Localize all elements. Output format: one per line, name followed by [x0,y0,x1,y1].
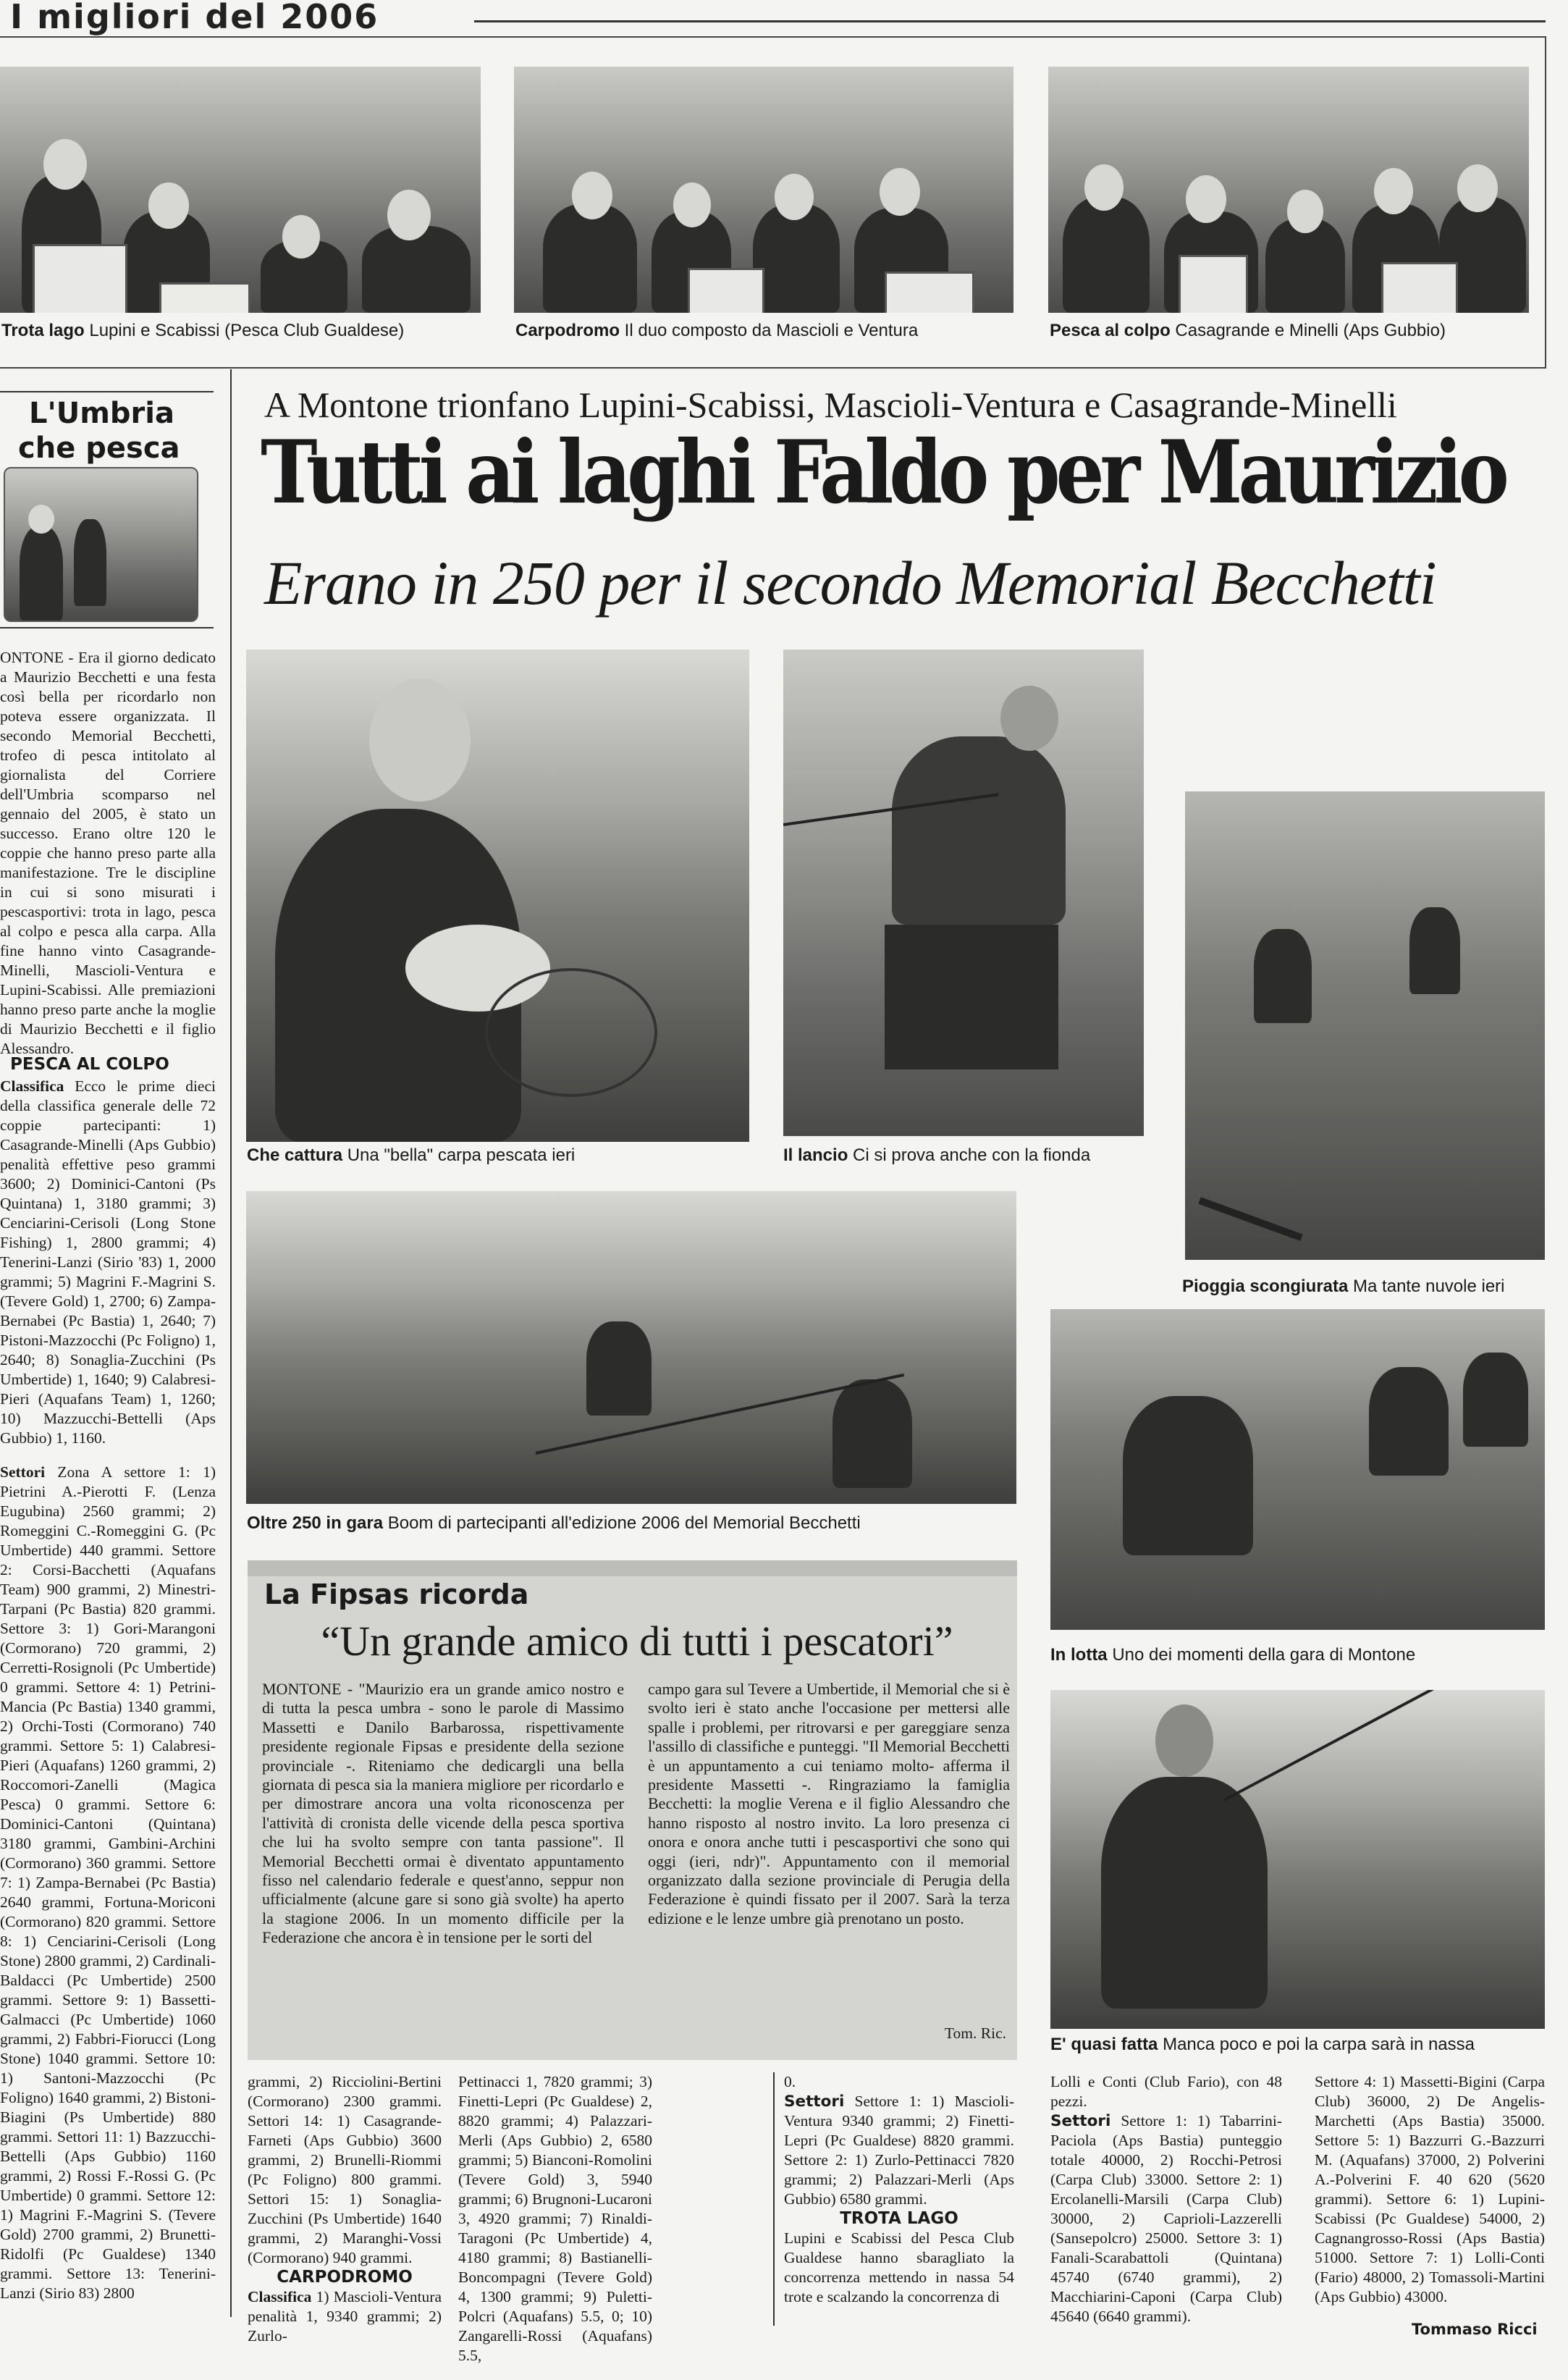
rubric-line-1: L'Umbria [29,397,174,430]
caption-oltre-250-in-gara: Oltre 250 in gara Boom di partecipanti all'edizione 2006 del Memorial Becchetti [247,1513,861,1533]
strip-photo-carpodromo [514,67,1013,313]
bottom-col-divider [773,2072,775,2326]
strip-caption-3: Pesca al colpo Casagrande e Minelli (Aps Gubbio) [1050,321,1446,340]
fipsas-top-rule [248,1560,1017,1576]
photo-e-quasi-fatta [1050,1690,1545,2029]
photo-in-lotta [1050,1309,1545,1630]
bottom-col-1: grammi, 2) Ricciolini-Bertini (Cormorano) 2300 grammi. Settori 14: 1) Casagrande-Farneti (Aps Gubbio) 3600 grammi, 2) Brunelli-Riommi (Pc Foligno) 800 grammi. Settori 15: 1) Sonaglia-Zucchini (Ps Umbertide) 1640 grammi, 2) Maranghi-Vossi (Cormorano) 940 grammi. CARPODROMO Classifica 1) Mascioli-Ventura penalità 1, 9340 grammi; 2) Zurlo- [248,2073,442,2345]
rubric-top-rule [0,391,214,392]
fipsas-column-2: campo gara sul Tevere a Umbertide, il Memorial che si è svolto ieri è stato anche l'occasione per mettersi alle spalle i problemi, per ritrovarsi e per gareggiare senza l'assillo di classifiche e punteggi. "Il Memorial Becchetti è un appuntamento a cui teniamo molto- afferma il presidente Massetti -. Ringraziamo la famiglia Becchetti: la moglie Verena e il figlio Alessandro che hanno risposto al nostro invito. La loro presenza ci onora e onora anche tutti i pescasportivi che sono qui oggi (ieri, ndr)". Appuntamento con il memorial organizzato dalla sezione provinciale di Perugia della Federazione è quindi fissato per il 2007. Sarà la terza edizione e le lenze umbre già prenotano un posto. [648,1680,1010,1927]
caption-il-lancio: Il lancio Ci si prova anche con la fionda [783,1145,1091,1165]
caption-e-quasi-fatta: E' quasi fatta Manca poco e poi la carpa sarà in nassa [1050,2035,1475,2054]
bottom-col-3: 0. Settori Settore 1: 1) Mascioli-Ventura 9340 grammi; 2) Finetti-Lepri (Pc Gualdese) 8820 grammi. Settore 2: 1) Zurlo-Pettinacci 7820 grammi; 2) Palazzari-Merli (Aps Gubbio) 6580 grammi. TROTA LAGO Lupini e Scabissi del Pesca Club Gualdese hanno sbaragliato la concorrenza mettendo in nassa 54 trote e scalzando la concorrenza di [784,2073,1014,2305]
bottom-col-2: Pettinacci 1, 7820 grammi; 3) Finetti-Lepri (Pc Gualdese) 2, 8820 grammi; 4) Palazzari-Merli (Aps Gubbio) 2, 6580 grammi; 5) Bianconi-Romolini (Tevere Gold) 3, 5940 grammi; 6) Brugnoni-Lucaroni 3, 4920 grammi; 7) Rinaldi-Taragoni (Pc Umbertide) 4, 4180 grammi; 8) Bastianelli-Boncompagni (Tevere Gold) 4, 1300 grammi; 9) Puletti-Polcri (Aquafans) 5.5, 0; 10) Zangarelli-Rossi (Aquafans) 5.5, [458,2073,652,2364]
caption-in-lotta: In lotta Uno dei momenti della gara di Montone [1050,1645,1416,1665]
bottom-col-5: Settore 4: 1) Massetti-Bigini (Carpa Club) 36000, 2) De Angelis-Marchetti (Aps Bastia) 35000. Settore 5: 1) Bazzurri G.-Bazzurri M. (Aquafans) 37000, 2) Polverini A.-Polverini F. 40 620 (5620 grammi). Settore 6: 1) Lupini-Scabissi (Pc Gualdese) 54000, 2) Cagnangrosso-Rossi (Aps Bastia) 51000. Settore 7: 1) Lolli-Conti (Fario) 48000, 2) Tomassoli-Martini (Aps Gubbio) 43000. [1315,2073,1545,2305]
strip-caption-1: Trota lago Lupini e Scabissi (Pesca Club Gualdese) [1,321,405,340]
section-pesca-al-colpo-title: PESCA AL COLPO [10,1055,169,1074]
article-lead: ONTONE - Era il giorno dedicato a Maurizio Becchetti e una festa così bella per ricordarlo non poteva essere organizzata. Il secondo Memorial Becchetti, trofeo di pesca intitolato al giornalista del Corriere dell'Umbria scomparso nel gennaio del 2005, è stato un successo. Erano oltre 120 le coppie che hanno preso parte alla manifestazione. Tre le discipline in cui si sono misurati i pescasportivi: trota in lago, pesca al colpo e pesca alla carpa. Alla fine hanno vinto Casagrande-Minelli, Mascioli-Ventura e Lupini-Scabissi. Alle premiazioni hanno preso parte anche la moglie di Maurizio Becchetti e il figlio Alessandro. [0,649,216,1057]
section-settori-text: Settori Zona A settore 1: 1) Pietrini A.-Pierotti F. (Lenza Eugubina) 2560 grammi; 2) Romeggini C.-Romeggini G. (Pc Umbertide) 440 grammi. Settore 2: Corsi-Bacchetti (Aquafans Team) 900 grammi, 2) Minestri-Tarpani (Pc Bastia) 820 grammi. Settore 3: 1) Gori-Marangoni (Cormorano) 720 grammi, 2) Cerretti-Rosignoli (Pc Umbertide) 0 grammi. Settore 4: 1) Petrini-Mancia (Pc Bastia) 1340 grammi, 2) Orchi-Tosti (Cormorano) 740 grammi. Settore 5: 1) Calabresi-Pieri (Aquafans) 1260 grammi, 2) Roccomori-Zanelli (Magica Pesca) 0 grammi. Settore 6: Dominici-Cantoni (Quintana) 3180 grammi, Gambini-Archini (Cormorano) 360 grammi. Settore 7: 1) Zampa-Bernabei (Pc Bastia) 2640 grammi, Fortuna-Moriconi (Cormorano) 820 grammi. Settore 8: 1) Cenciarini-Cerisoli (Long Stone) 2800 grammi, 2) Cardinali-Baldacci (Pc Umbertide) 2500 grammi. Settore 9: 1) Bassetti-Galmacci (Pc Umbertide) 1060 grammi, 2) Fabbri-Fiorucci (Long Stone) 1040 grammi. Settore 10: 1) Santoni-Mazzocchi (Pc Foligno) 1640 grammi, 2) Bistoni-Biagini (Ps Umbertide) 880 grammi. Settori 11: 1) Bazzucchi-Bettelli (Aps Gubbio) 1160 grammi, 2) Rossi F.-Rossi G. (Pc Umbertide) 0 grammi. Settore 12: 1) Magrini F.-Magrini S. (Tevere Gold) 2700 grammi, 2) Brunetti-Ridolfi (Pc Gualdese) 1340 grammi. Settore 13: Tenerini-Lanzi (Sirio 83) 2800 [0,1463,216,2302]
caption-pioggia-scongiurata: Pioggia scongiurata Ma tante nuvole ieri [1182,1277,1505,1296]
photo-il-lancio [783,649,1144,1136]
photo-pioggia-scongiurata [1185,791,1545,1260]
caption-che-cattura: Che cattura Una "bella" carpa pescata ieri [247,1145,576,1165]
article-headline: Tutti ai laghi Faldo per Maurizio [261,421,1505,523]
strip-photo-pesca-al-colpo [1048,67,1529,313]
fipsas-column-1: MONTONE - "Maurizio era un grande amico nostro e di tutta la pesca umbra - sono le parole di Massimo Massetti e Danilo Barbarossa, rispettivamente presidente regionale Fipsas e presidente della sezione provinciale -. Riteniamo che dedicargli una bella giornata di pesca sia la maniera migliore per ricordarlo e per dimostrare ancora una volta riconoscenza per l'attività di cronista delle vicende della pesca sportiva che lui ha svolto sempre con tanta passione". Il Memorial Becchetti ormai è diventato appuntamento fisso nel calendario federale e quest'anno, seppur non ufficialmente (alcune gare si sono già svolte) ha aperto la stagione 2006. In un momento difficile per la Federazione che ancora è in tensione per le sorti del [262,1680,624,1947]
bottom-col-4: Lolli e Conti (Club Fario), con 48 pezzi. Settori Settore 1: 1) Tabarrini-Paciola (Aps Bastia) punteggio totale 40000, 2) Rocchi-Petrosi (Carpa Club) 33000. Settore 2: 1) Ercolanelli-Marsili (Carpa Club) 30000, 2) Caprioli-Lazzerelli (Sansepolcro) 25000. Settore 3: 1) Fanali-Scarabattoli (Quintana) 45740 (6740 grammi), 2) Macchiarini-Caponi (Carpa Club) 45640 (6640 grammi). [1050,2073,1283,2325]
rubric-photo [4,467,198,622]
rubric-bottom-rule [0,627,214,628]
section-pesca-al-colpo-text: Classifica Ecco le prime dieci della classifica generale delle 72 coppie partecipanti: 1) Casagrande-Minelli (Aps Gubbio) penalità effettive peso grammi 3600; 2) Dominici-Cantoni (Ps Quintana) 1, 3180 grammi; 3) Cenciarini-Cerisoli (Long Stone Fishing) 1, 2800 grammi; 4) Tenerini-Lanzi (Sirio '83) 1, 2000 grammi; 5) Magrini F.-Magrini S. (Tevere Gold) 1, 2700; 6) Zampa-Bernabei (Pc Bastia) 1, 2640; 7) Pistoni-Mazzocchi (Pc Foligno) 1, 2640; 8) Sonaglia-Zucchini (Ps Umbertide) 1, 1640; 9) Calabresi-Pieri (Aquafans Team) 1, 1260; 10) Mazzucchi-Bettelli (Aps Gubbio) 1, 1160. [0,1077,216,1447]
rubric-line-2: che pesca [18,432,180,465]
photo-che-cattura [246,649,749,1142]
article-subhead: Erano in 250 per il secondo Memorial Becchetti [264,548,1436,618]
article-kicker: A Montone trionfano Lupini-Scabissi, Mascioli-Ventura e Casagrande-Minelli [264,384,1397,425]
rubric-vertical-rule [230,369,232,2317]
strip-photo-trota-lago [0,67,481,313]
strip-title-rule [474,20,1546,22]
photo-oltre-250-in-gara [246,1191,1016,1504]
fipsas-label: La Fipsas ricorda [264,1578,529,1610]
author-byline: Tommaso Ricci [1412,2321,1538,2338]
fipsas-signature: Tom. Ric. [944,2024,1006,2042]
fipsas-title: “Un grande amico di tutti i pescatori” [321,1618,953,1665]
strip-caption-2: Carpodromo Il duo composto da Mascioli e Ventura [515,321,919,340]
strip-title: I migliori del 2006 [10,0,379,36]
